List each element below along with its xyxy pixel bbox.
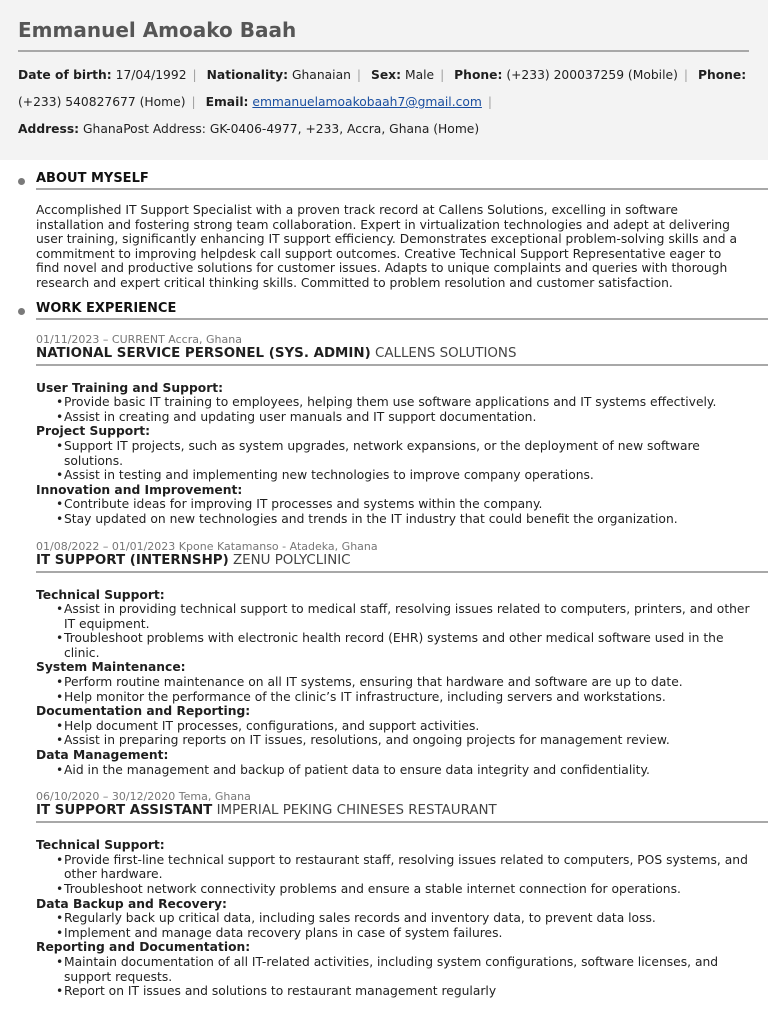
duty-item: • Implement and manage data recovery plans in case of system failures. [36,926,750,941]
job-entry [36,790,768,999]
duty-item: • Aid in the management and backup of patient data to ensure data integrity and confidentiality. [36,763,750,778]
separator: | [356,68,362,82]
duty-group-heading: Data Management: [36,748,169,763]
duty-list [36,719,768,748]
duty-list [36,497,768,526]
duty-item: • Support IT projects, such as system upgrades, network expansions, or the deployment of new software solutions. [36,439,750,468]
phone-mobile: (+233) 200037259 (Mobile) [506,68,678,82]
duty-list [36,395,768,424]
duty-group-heading: Technical Support: [36,587,165,602]
duty-group-heading: Innovation and Improvement: [36,482,243,497]
duty-list [36,675,768,704]
duty-item: • Contribute ideas for improving IT processes and systems within the company. [36,497,750,512]
sex-label: Sex: [370,68,402,82]
dob-label: Date of birth: [18,68,112,82]
duty-group-heading: Reporting and Documentation: [36,940,251,955]
info-line-3 [18,116,749,143]
phone-home: (+233) 540827677 (Home) [18,95,186,109]
duty-group-heading: Data Backup and Recovery: [36,896,227,911]
duty-item: • Help monitor the performance of the clinic’s IT infrastructure, including servers and workstations. [36,690,750,705]
duty-list [36,911,768,940]
job-organization: ZENU POLYCLINIC [232,552,351,568]
duty-list [36,602,768,660]
separator: | [683,68,689,82]
duty-item: • Assist in preparing reports on IT issues, resolutions, and ongoing projects for management review. [36,733,750,748]
duty-item: • Maintain documentation of all IT-related activities, including system configurations, software licenses, and support requests. [36,955,750,984]
phone-label: Phone: [454,68,503,82]
duty-group-heading: User Training and Support: [36,380,224,395]
duty-item: • Provide basic IT training to employees, helping them use software applications and IT systems effectively. [36,395,750,410]
job-organization: IMPERIAL PEKING CHINESES RESTAURANT [216,803,497,819]
duty-list [36,955,768,999]
duty-list [36,439,768,483]
job-meta: 01/08/2022 – 01/01/2023 Kpone Katamanso - Atadeka, Ghana [36,539,378,553]
job-meta: 01/11/2023 – CURRENT Accra, Ghana [36,332,242,346]
duty-item: • Regularly back up critical data, including sales records and inventory data, to prevent data loss. [36,911,750,926]
duty-item: • Provide first-line technical support to restaurant staff, resolving issues related to computers, POS systems, and other hardware. [36,853,750,882]
section-bullet-icon [18,178,25,185]
job-meta: 06/10/2020 – 30/12/2020 Tema, Ghana [36,790,251,804]
duty-item: • Perform routine maintenance on all IT systems, ensuring that hardware and software are up to date. [36,675,750,690]
duty-group-heading: System Maintenance: [36,660,186,675]
about-title: ABOUT MYSELF [36,170,768,190]
personal-info [18,62,749,143]
job-title [36,346,768,366]
job-list [36,333,768,999]
section-bullet-icon [18,308,25,315]
work-section [0,300,768,999]
cv-header [0,0,768,160]
duty-item: • Assist in creating and updating user manuals and IT support documentation. [36,410,750,425]
nationality-value: Ghanaian [291,68,351,82]
email-label: Email: [205,95,249,109]
duty-item: • Stay updated on new technologies and trends in the IT industry that could benefit the organization. [36,512,750,527]
info-line-1 [18,62,749,89]
job-organization: CALLENS SOLUTIONS [374,345,517,361]
duty-item: • Help document IT processes, configurations, and support activities. [36,719,750,734]
job-entry [36,333,768,527]
job-role: IT SUPPORT ASSISTANT [36,803,213,819]
dob-value: 17/04/1992 [115,68,187,82]
separator: | [191,95,196,109]
duty-list [36,763,768,778]
candidate-name: Emmanuel Amoako Baah [18,16,749,52]
job-title [36,553,768,573]
duty-list [36,853,768,897]
job-role: NATIONAL SERVICE PERSONEL (SYS. ADMIN) [36,345,371,361]
duty-item: • Assist in testing and implementing new technologies to improve company operations. [36,468,750,483]
duty-item: • Troubleshoot problems with electronic health record (EHR) systems and other medical software used in the clinic. [36,631,750,660]
duty-item: • Assist in providing technical support to medical staff, resolving issues related to computers, printers, and other IT equipment. [36,602,750,631]
about-section [0,170,768,291]
duty-group-heading: Documentation and Reporting: [36,704,251,719]
info-line-2 [18,89,749,116]
phone-label-2: Phone: [697,68,747,82]
job-role: IT SUPPORT (INTERNSHP) [36,552,229,568]
address-value: GhanaPost Address: GK-0406-4977, +233, Accra, Ghana (Home) [83,122,480,136]
separator: | [192,68,197,82]
sex-value: Male [404,68,435,82]
duty-item: • Troubleshoot network connectivity problems and ensure a stable internet connection for operations. [36,882,750,897]
work-title: WORK EXPERIENCE [36,300,768,320]
separator: | [487,95,493,109]
nationality-label: Nationality: [206,68,289,82]
duty-group-heading: Project Support: [36,424,151,439]
duty-item: • Report on IT issues and solutions to restaurant management regularly [36,984,750,999]
separator: | [440,68,445,82]
address-label: Address: [18,122,80,136]
email-link[interactable]: emmanuelamoakobaah7@gmail.com [252,95,482,109]
job-title [36,803,768,823]
duty-group-heading: Technical Support: [36,838,165,853]
job-entry [36,540,768,778]
about-text: Accomplished IT Support Specialist with a proven track record at Callens Solutions, excelling in software installation and fostering strong team collaboration. Expert in virtualization technologies and adept at delivering user training, significantly enhancing IT support efficiency. Demonstrates exceptional problem-solving skills and a commitment to improving helpdesk call support outcomes. Creative Technical Support Representative eager to find novel and productive solutions for customer issues. Adapts to unique complaints and queries with thorough research and expert critical thinking skills. Committed to problem resolution and customer satisfaction. [36,203,738,290]
